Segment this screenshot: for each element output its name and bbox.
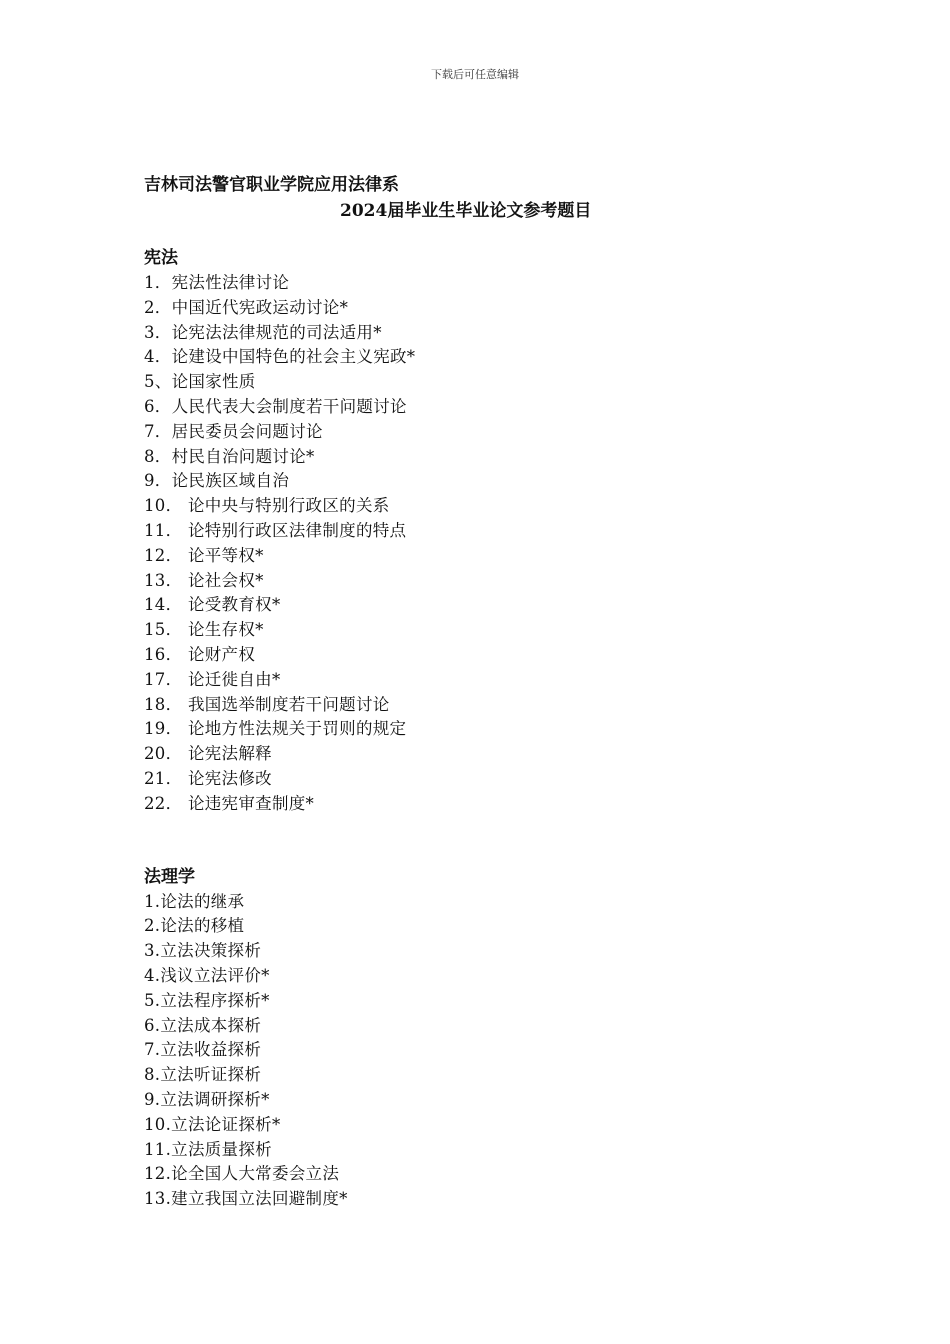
list-item: 9．论民族区域自治 xyxy=(144,471,290,491)
document-title-line1: 吉林司法警官职业学院应用法律系 xyxy=(144,175,399,195)
list-item: 11． 论特别行政区法律制度的特点 xyxy=(144,520,407,540)
list-item: 19． 论地方性法规关于罚则的规定 xyxy=(144,719,407,739)
list-item: 3．论宪法法律规范的司法适用* xyxy=(144,322,382,342)
list-item: 8．村民自治问题讨论* xyxy=(144,446,315,466)
list-item: 12.论全国人大常委会立法 xyxy=(144,1164,340,1184)
topic-list xyxy=(144,271,824,817)
list-item: 6．人民代表大会制度若干问题讨论 xyxy=(144,396,407,416)
list-item: 11.立法质量探析 xyxy=(144,1139,272,1159)
list-item: 16． 论财产权 xyxy=(144,644,256,664)
list-item: 10． 论中央与特别行政区的关系 xyxy=(144,496,390,516)
list-item: 13． 论社会权* xyxy=(144,570,264,590)
document-body xyxy=(144,172,824,1212)
list-item: 17． 论迁徙自由* xyxy=(144,669,281,689)
section-jurisprudence xyxy=(144,865,824,1212)
list-item: 22． 论违宪审查制度* xyxy=(144,793,315,813)
list-item: 15． 论生存权* xyxy=(144,620,264,640)
list-item: 1．宪法性法律讨论 xyxy=(144,273,290,292)
list-item: 7.立法收益探析 xyxy=(144,1040,262,1060)
list-item: 14． 论受教育权* xyxy=(144,595,281,615)
list-item: 6.立法成本探析 xyxy=(144,1015,262,1035)
topic-list xyxy=(144,890,824,1212)
section-title: 宪法 xyxy=(144,248,178,268)
header-note: 下载后可任意编辑 xyxy=(431,68,519,81)
list-item: 21． 论宪法修改 xyxy=(144,768,272,788)
section-constitution xyxy=(144,246,824,817)
document-title-line2: 2024届毕业生毕业论文参考题目 xyxy=(340,201,592,221)
list-item: 7．居民委员会问题讨论 xyxy=(144,421,323,441)
list-item: 10.立法论证探析* xyxy=(144,1114,281,1134)
list-item: 3.立法决策探析 xyxy=(144,941,262,961)
list-item: 4．论建设中国特色的社会主义宪政* xyxy=(144,347,416,367)
list-item: 2．中国近代宪政运动讨论* xyxy=(144,297,349,317)
list-item: 4.浅议立法评价* xyxy=(144,965,270,985)
list-item: 18． 我国选举制度若干问题讨论 xyxy=(144,694,390,714)
list-item: 5、论国家性质 xyxy=(144,372,256,392)
list-item: 5.立法程序探析* xyxy=(144,990,270,1010)
list-item: 8.立法听证探析 xyxy=(144,1065,262,1085)
list-item: 13.建立我国立法回避制度* xyxy=(144,1189,348,1209)
list-item: 1.论法的继承 xyxy=(144,891,245,911)
section-title: 法理学 xyxy=(144,866,195,887)
list-item: 2.论法的移植 xyxy=(144,916,245,936)
list-item: 9.立法调研探析* xyxy=(144,1089,270,1109)
list-item: 20． 论宪法解释 xyxy=(144,744,272,764)
list-item: 12． 论平等权* xyxy=(144,545,264,565)
